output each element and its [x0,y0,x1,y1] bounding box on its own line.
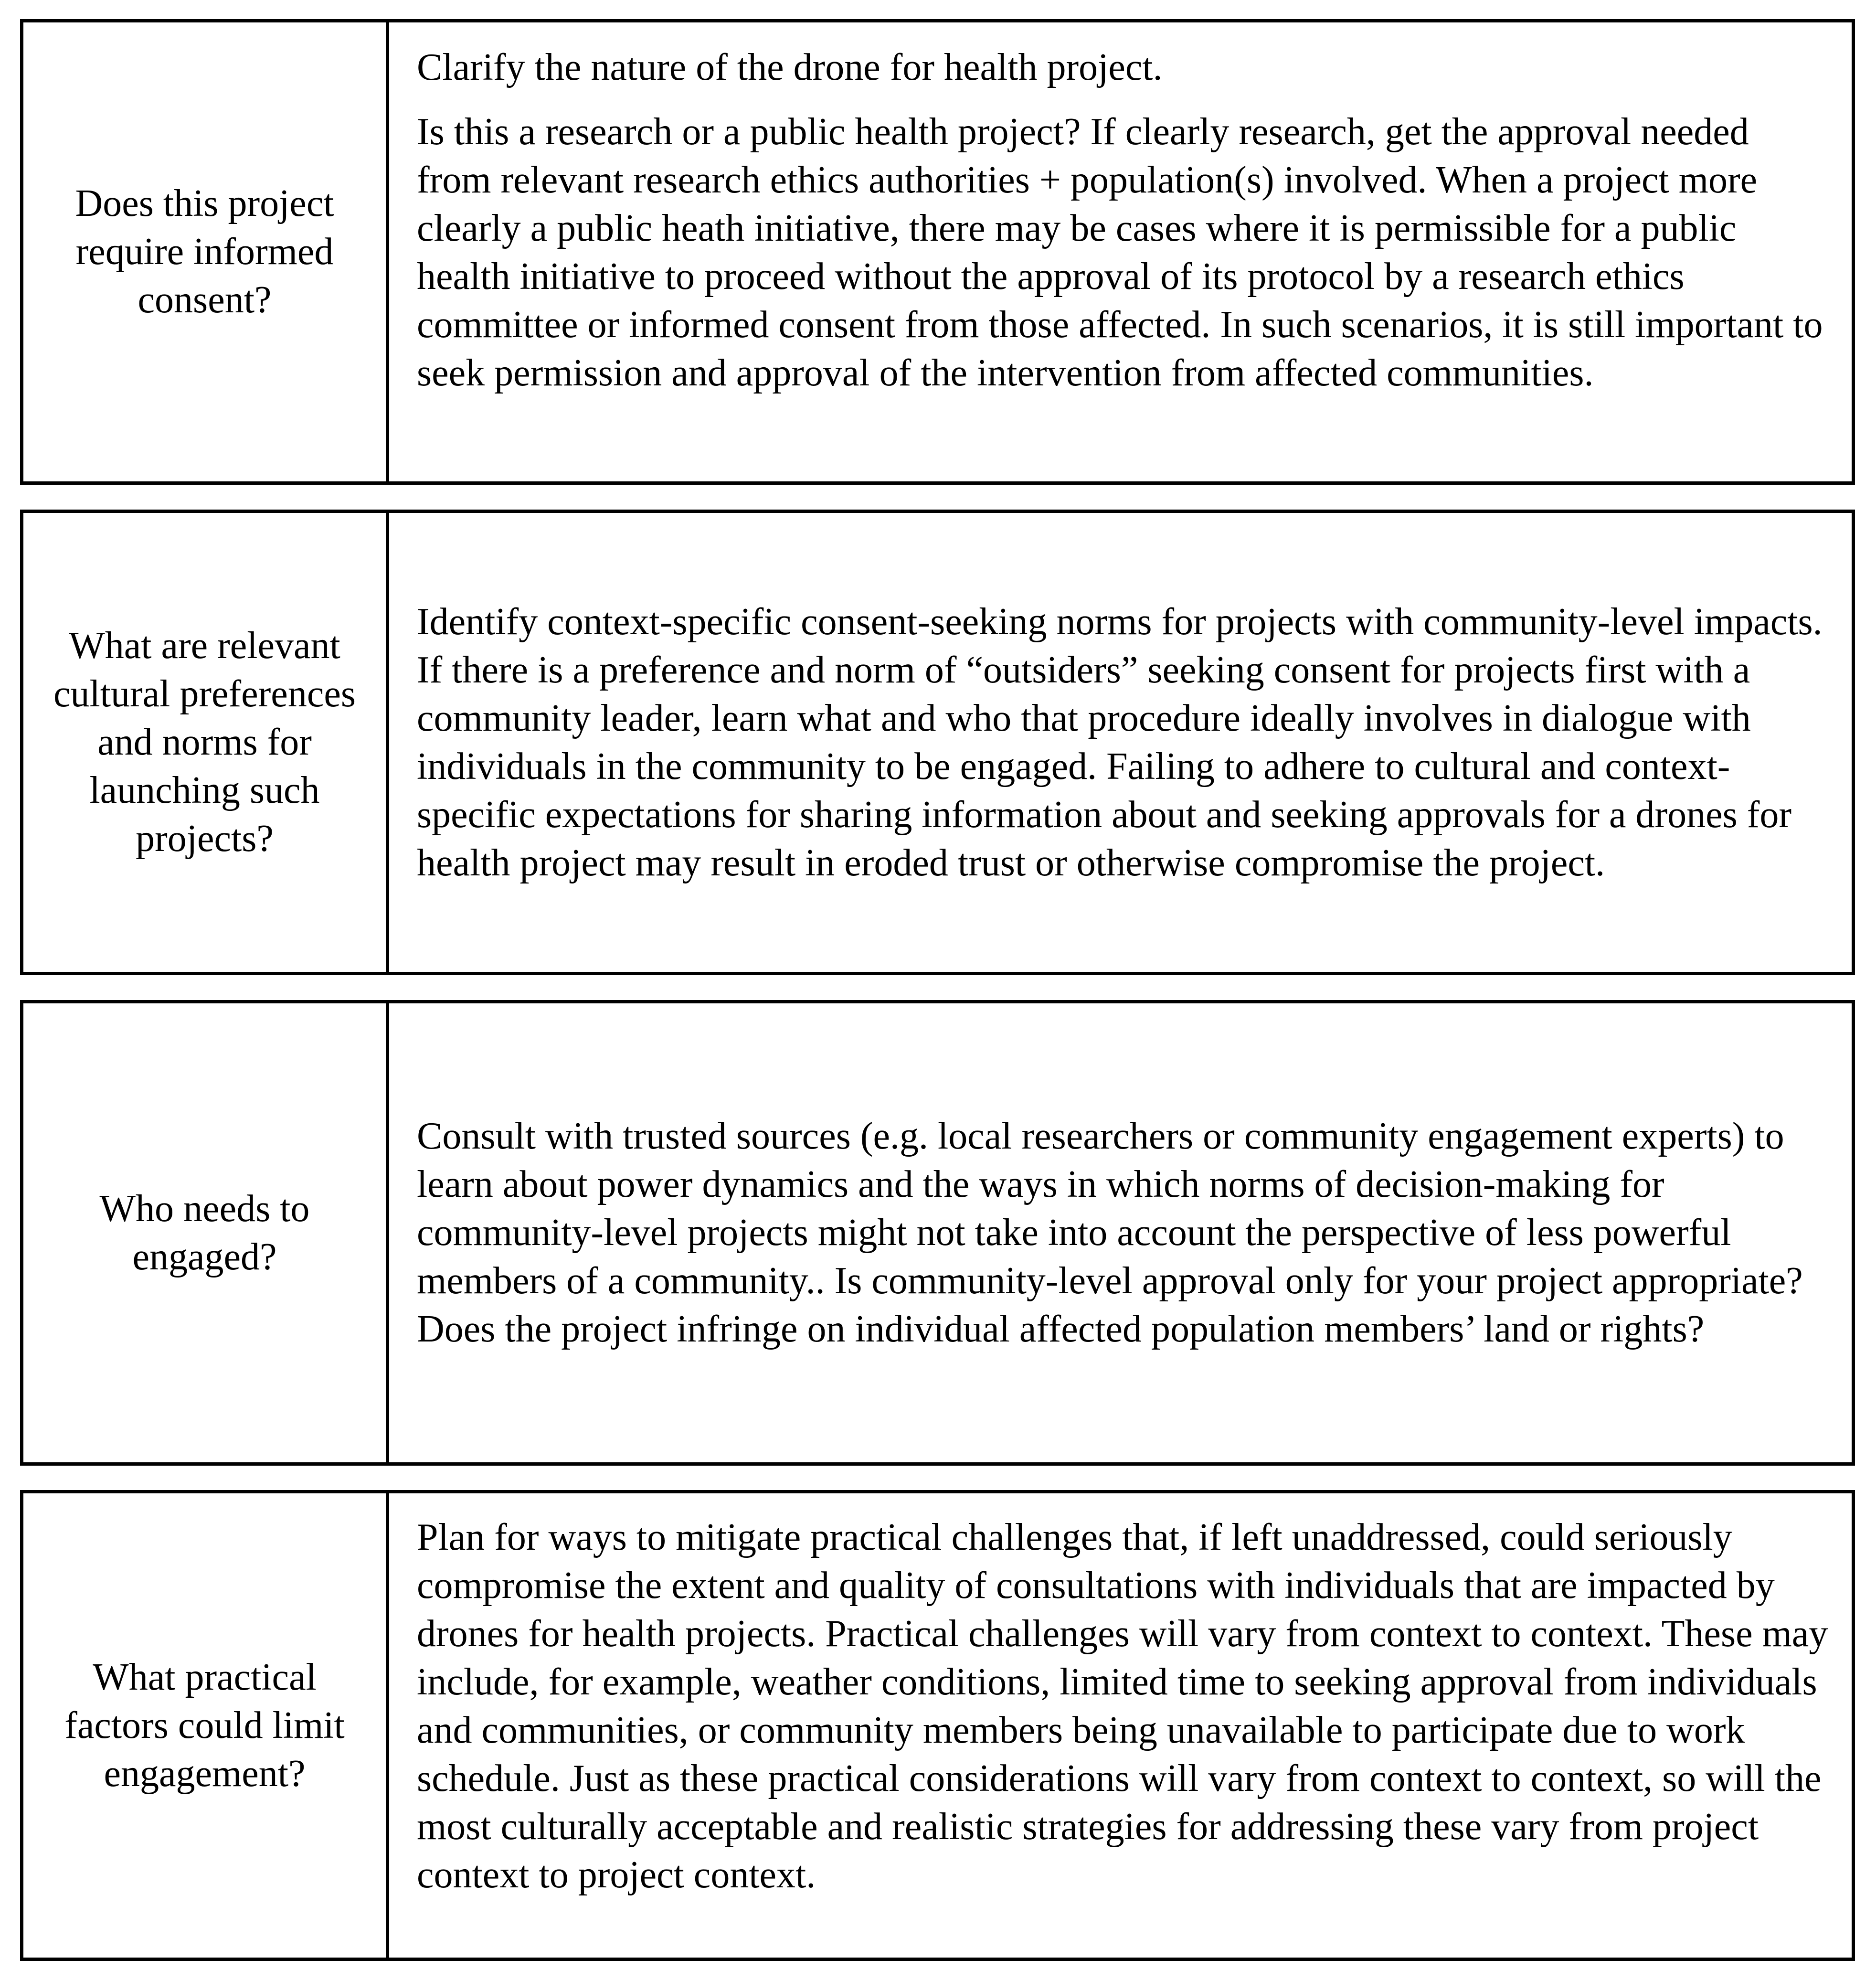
row-practical-factors [20,1490,1855,1961]
answer-paragraph: Clarify the nature of the drone for health project. [417,46,1163,88]
row-answer [389,22,1852,481]
row-question: What practical factors could limit engagement? [23,1493,389,1958]
row-who-engaged [20,1000,1855,1466]
row-question: What are relevant cultural preferences and norms for launching such projects? [23,513,389,972]
row-answer [389,1003,1852,1462]
answer-paragraph: Is this a research or a public health project? If clearly research, get the approval needed from relevant research ethics authorities + population(s) involved. When a project more clearly a public heath initiative, there may be cases where it is permissible for a public health initiative to proceed without the approval of its protocol by a research ethics committee or informed consent from those affected. In such scenarios, it is still important to seek permission and approval of the intervention from affected communities. [417,111,1823,394]
row-informed-consent [20,19,1855,485]
row-question: Does this project require informed consent? [23,22,389,481]
answer-paragraph: Plan for ways to mitigate practical challenges that, if left unaddressed, could seriously compromise the extent and quality of consultations with individuals that are impacted by drones for health projects. Practical challenges will vary from context to context. These may include, for example, weather conditions, limited time to seeking approval from individuals and communities, or community members being unavailable to participate due to work schedule. Just as these practical considerations will vary from context to context, so will the most culturally acceptable and realistic strategies for addressing these vary from project context to project context. [417,1516,1828,1896]
answer-paragraph: Consult with trusted sources (e.g. local researchers or community engagement experts) to learn about power dynamics and the ways in which norms of decision-making for community-level projects might not take into account the perspective of less powerful members of a community.. Is community-level approval only for your project appropriate? Does the project infringe on individual affected population members’ land or rights? [417,1115,1803,1350]
row-cultural-preferences [20,510,1855,975]
row-answer [389,1493,1852,1958]
answer-paragraph: Identify context-specific consent-seeking norms for projects with community-level impacts. If there is a preference and norm of “outsiders” seeking consent for projects first with a community leader, learn what and who that procedure ideally involves in dialogue with individuals in the community to be engaged. Failing to adhere to cultural and context-specific expectations for sharing information about and seeking approvals for a drones for health project may result in eroded trust or otherwise compromise the project. [417,600,1823,884]
row-question: Who needs to engaged? [23,1003,389,1462]
row-answer [389,513,1852,972]
